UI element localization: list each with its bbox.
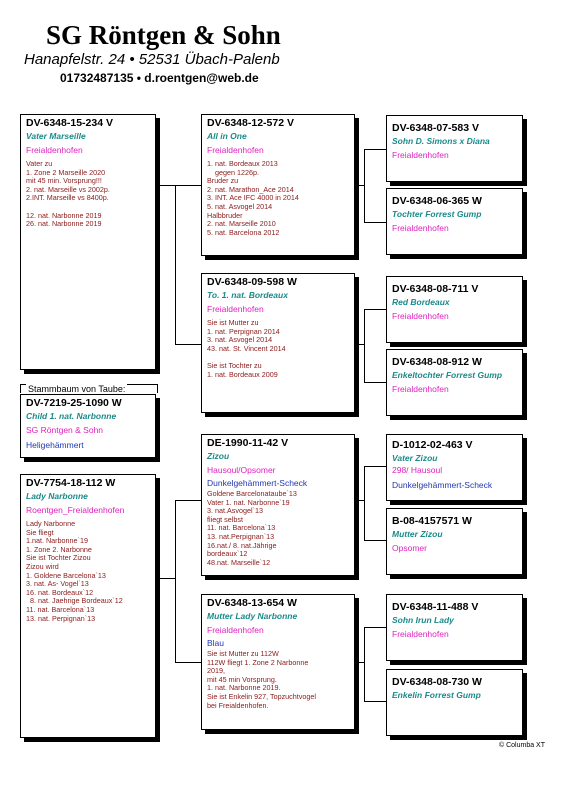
- connector: [156, 185, 175, 186]
- pigeon-card-mmf[interactable]: [386, 594, 523, 661]
- connector: [364, 701, 386, 702]
- connector: [364, 149, 365, 223]
- ring-number: DV-6348-06-365 W: [392, 195, 482, 207]
- ring-number: DV-6348-15-234 V: [26, 117, 113, 129]
- pigeon-card-fmf[interactable]: [386, 276, 523, 343]
- pigeon-name: Zizou: [207, 451, 230, 461]
- connector: [364, 627, 386, 628]
- connector: [364, 222, 386, 223]
- owner-name: Freialdenhofen: [392, 223, 449, 233]
- contact: 01732487135 • d.roentgen@web.de: [60, 71, 259, 85]
- ring-number: DV-6348-09-598 W: [207, 276, 297, 288]
- connector: [175, 344, 201, 345]
- owner-name: Roentgen_Freialdenhofen: [26, 505, 125, 515]
- ring-number: DV-6348-12-572 V: [207, 117, 294, 129]
- connector: [355, 344, 364, 345]
- ring-number: DV-7754-18-112 W: [26, 477, 116, 489]
- connector: [175, 662, 201, 663]
- ring-number: D-1012-02-463 V: [392, 439, 473, 451]
- ring-number: DV-6348-08-912 W: [392, 356, 482, 368]
- owner-name: Freialdenhofen: [392, 311, 449, 321]
- pigeon-card-mother[interactable]: [20, 474, 156, 738]
- pigeon-card-mother-mother[interactable]: [201, 594, 355, 730]
- page-title: SG Röntgen & Sohn: [46, 20, 281, 50]
- address: Hanapfelstr. 24 • 52531 Übach-Palenb: [24, 51, 280, 68]
- owner-name: Freialdenhofen: [207, 625, 264, 635]
- owner-name: SG Röntgen & Sohn: [26, 425, 104, 435]
- pigeon-name: Red Bordeaux: [392, 297, 450, 307]
- connector: [364, 540, 386, 541]
- owner-name: Freialdenhofen: [392, 629, 449, 639]
- owner-name: Opsomer: [392, 543, 427, 553]
- pigeon-name: Child 1. nat. Narbonne: [26, 411, 117, 421]
- connector: [364, 627, 365, 702]
- owner-name: Freialdenhofen: [392, 384, 449, 394]
- pigeon-name: Vater Marseille: [26, 131, 86, 141]
- pigeon-card-father-mother[interactable]: [201, 273, 355, 413]
- pigeon-name: To. 1. nat. Bordeaux: [207, 290, 288, 300]
- pigeon-color: Blau: [207, 638, 225, 648]
- pigeon-name: Enkeltochter Forrest Gump: [392, 370, 503, 380]
- owner-name: Freialdenhofen: [26, 145, 83, 155]
- pigeon-name: Sohn Irun Lady: [392, 615, 454, 625]
- pigeon-card-mmm[interactable]: [386, 669, 523, 736]
- pigeon-color: Dunkelgehämmert-Scheck: [207, 478, 308, 488]
- pigeon-name: Mutter Zizou: [392, 529, 443, 539]
- connector: [175, 185, 201, 186]
- pigeon-name: Enkelin Forrest Gump: [392, 690, 481, 700]
- owner-name: Freialdenhofen: [207, 145, 264, 155]
- ring-number: DV-6348-11-488 V: [392, 601, 479, 613]
- owner-name: Hausoul/Opsomer: [207, 465, 276, 475]
- pigeon-card-mother-father[interactable]: [201, 434, 355, 576]
- connector: [355, 662, 364, 663]
- ring-number: B-08-4157571 W: [392, 515, 472, 527]
- pigeon-card-father-father[interactable]: [201, 114, 355, 256]
- connector: [364, 466, 386, 467]
- connector: [355, 185, 364, 186]
- connector: [175, 185, 176, 344]
- pigeon-color: Dunkelgehämmert-Scheck: [392, 480, 493, 490]
- pigeon-notes: 1. nat. Bordeaux 2013 gegen 1226p. Bruder zu 2. nat. Marathon_Ace 2014 3. INT. Ace IFC 4000 in 2014 5. nat. Asvogel 2014 Halbbruder 2. nat. Marseille 2010 5. nat. Barcelona 2012: [207, 159, 299, 237]
- pigeon-name: All in One: [207, 131, 247, 141]
- connector: [364, 309, 386, 310]
- ring-number: DV-7219-25-1090 W: [26, 397, 122, 409]
- pigeon-name: Sohn D. Simons x Diana: [392, 136, 490, 146]
- connector: [364, 466, 365, 540]
- pigeon-card-mfm[interactable]: [386, 508, 523, 575]
- connector: [355, 500, 364, 501]
- owner-name: Freialdenhofen: [207, 304, 264, 314]
- pigeon-notes: Sie ist Mutter zu 112W 112W fliegt 1. Zone 2 Narbonne 2019, mit 45 min Vorsprung. 1. nat. Narbonne 2019. Sie ist Enkelin 927, Topzuchtvogel bei Freialdenhofen.: [207, 649, 316, 710]
- pigeon-name: Lady Narbonne: [26, 491, 88, 501]
- pigeon-name: Tochter Forrest Gump: [392, 209, 482, 219]
- connector: [364, 382, 386, 383]
- ring-number: DV-6348-07-583 V: [392, 122, 479, 134]
- pigeon-card-fff[interactable]: [386, 115, 523, 182]
- pigeon-notes: Lady Narbonne Sie fliegt 1.nat. Narbonne`19 1. Zone 2. Narbonne Sie ist Tochter Zizou Zizou wird 1. Goldene Barcelona`13 3. nat. As- Vogel`13 16. nat. Bordeaux`12 8. nat. Jaehrige Bordeaux`12 11. nat. Barcelona`13 13. nat. Perpignan`13: [26, 519, 123, 623]
- pigeon-notes: Sie ist Mutter zu 1. nat. Perpignan 2014 3. nat. Asvogel 2014 43. nat. St. Vincent 2014 Sie ist Tochter zu 1. nat. Bordeaux 2009: [207, 318, 286, 379]
- pigeon-card-subject[interactable]: [20, 394, 156, 458]
- header: [24, 20, 281, 86]
- pigeon-card-mff[interactable]: [386, 434, 523, 501]
- pigeon-notes: Goldene Barcelonataube`13 Vater 1. nat. Narbonne`19 3. nat.Asvogel`13 fliegt selbst 11. nat. Barcelona`13 13. nat.Perpignan`13 16.nat./ 8. nat.Jährige bordeaux`12 48.nat. Marseille`12: [207, 489, 297, 567]
- connector: [156, 578, 175, 579]
- owner-name: 298/ Hausoul: [392, 465, 443, 475]
- pigeon-color: Heligehämmert: [26, 440, 84, 450]
- connector: [175, 500, 176, 662]
- connector: [364, 309, 365, 382]
- pedigree-label: Stammbaum von Taube:: [28, 384, 126, 394]
- pigeon-card-fmm[interactable]: [386, 349, 523, 416]
- footer-copyright: © Columba XT: [498, 742, 545, 749]
- pigeon-name: Vater Zizou: [392, 453, 438, 463]
- connector: [364, 149, 386, 150]
- pigeon-notes: Vater zu 1. Zone 2 Marseille 2020 mit 45 min. Vorsprung!!! 2. nat. Marseille vs 2002p. 2.INT. Marseille vs 8400p. 12. nat. Narbonne 2019 26. nat. Narbonne 2019: [26, 159, 110, 229]
- pigeon-card-father[interactable]: [20, 114, 156, 370]
- pigeon-name: Mutter Lady Narbonne: [207, 611, 298, 621]
- ring-number: DE-1990-11-42 V: [207, 437, 289, 449]
- ring-number: DV-6348-08-711 V: [392, 283, 479, 295]
- ring-number: DV-6348-08-730 W: [392, 676, 482, 688]
- owner-name: Freialdenhofen: [392, 150, 449, 160]
- ring-number: DV-6348-13-654 W: [207, 597, 297, 609]
- pigeon-card-ffm[interactable]: [386, 188, 523, 255]
- connector: [175, 500, 201, 501]
